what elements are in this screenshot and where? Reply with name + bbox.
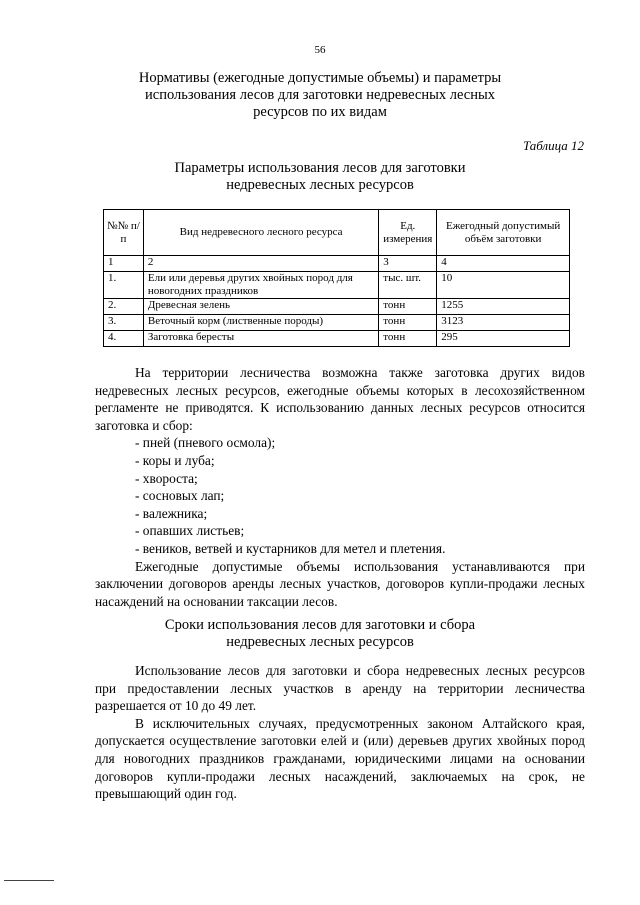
table-index-row — [104, 256, 570, 272]
table-heading — [0, 160, 640, 194]
index-cell: 1 — [104, 256, 144, 272]
main-heading-line: ресурсов по их видам — [253, 104, 387, 120]
table-row — [104, 272, 570, 299]
row-number: 1. — [104, 272, 144, 299]
row-volume: 3123 — [437, 315, 570, 331]
main-heading — [0, 70, 640, 121]
list-item: - веников, ветвей и кустарников для метел и плетения. — [135, 540, 446, 556]
list-item: - валежника; — [135, 505, 208, 521]
index-cell: 2 — [143, 256, 378, 272]
row-resource: Древесная зелень — [143, 299, 378, 315]
row-unit: тонн — [379, 315, 437, 331]
header-volume: Ежегодный допустимый объём заготовки — [437, 210, 570, 256]
list-item: - опавших листьев; — [135, 523, 245, 539]
resource-list — [95, 434, 585, 557]
table-caption: Таблица 12 — [522, 138, 584, 153]
main-heading-line: использования лесов для заготовки недревесных лесных — [145, 87, 495, 103]
row-resource: Ели или деревья других хвойных пород для новогодних праздников — [143, 272, 378, 299]
header-number: №№ п/п — [104, 210, 144, 256]
row-number: 4. — [104, 331, 144, 347]
table-heading-line: недревесных лесных ресурсов — [226, 177, 414, 193]
paragraph: В исключительных случаях, предусмотренных законом Алтайского края, допускается осуществление заготовки елей и (или) деревьев других хвойных пород для новогодних праздников гражданами, юридическими лицами на основании договоров купли-продажи лесных насаждений, заключаемых на срок, не превышающий один год. — [95, 715, 585, 802]
list-item: - хвороста; — [135, 470, 198, 486]
row-volume: 295 — [437, 331, 570, 347]
index-cell: 3 — [379, 256, 437, 272]
header-unit: Ед. измерения — [379, 210, 437, 256]
section-heading-line: Сроки использования лесов для заготовки и сбора — [164, 617, 476, 633]
row-resource: Веточный корм (лиственные породы) — [143, 315, 378, 331]
main-heading-line: Нормативы (ежегодные допустимые объемы) и параметры — [138, 70, 502, 86]
body-section-2 — [95, 662, 585, 803]
body-section-1 — [95, 364, 585, 610]
paragraph: На территории лесничества возможна также заготовка других видов недревесных лесных ресурсов, ежегодные объемы которых в лесохозяйственном регламенте не приводятся. К использованию данных лесных ресурсов относится заготовка и сбор: — [95, 365, 585, 433]
resources-table — [103, 209, 570, 347]
list-item: - коры и луба; — [135, 452, 215, 468]
row-unit: тонн — [379, 331, 437, 347]
list-item: - пней (пневого осмола); — [135, 435, 276, 451]
table-row — [104, 331, 570, 347]
index-cell: 4 — [437, 256, 570, 272]
table-header-row — [104, 210, 570, 256]
list-item: - сосновых лап; — [135, 488, 225, 504]
row-resource: Заготовка бересты — [143, 331, 378, 347]
footer-divider — [4, 880, 54, 881]
row-number: 2. — [104, 299, 144, 315]
table-row — [104, 299, 570, 315]
paragraph: Ежегодные допустимые объемы использования устанавливаются при заключении договоров аренды лесных участков, договоров купли-продажи лесных насаждений на основании таксации лесов. — [95, 558, 585, 609]
row-unit: тонн — [379, 299, 437, 315]
paragraph: Использование лесов для заготовки и сбора недревесных лесных ресурсов при предоставлении лесных участков в аренду на территории лесничества разрешается от 10 до 49 лет. — [95, 663, 585, 714]
row-unit: тыс. шт. — [379, 272, 437, 299]
row-volume: 10 — [437, 272, 570, 299]
table-heading-line: Параметры использования лесов для заготовки — [174, 160, 466, 176]
row-number: 3. — [104, 315, 144, 331]
page-number: 56 — [314, 44, 326, 56]
row-volume: 1255 — [437, 299, 570, 315]
header-resource: Вид недревесного лесного ресурса — [143, 210, 378, 256]
section-heading — [0, 617, 640, 651]
table-row — [104, 315, 570, 331]
section-heading-line: недревесных лесных ресурсов — [226, 634, 414, 650]
